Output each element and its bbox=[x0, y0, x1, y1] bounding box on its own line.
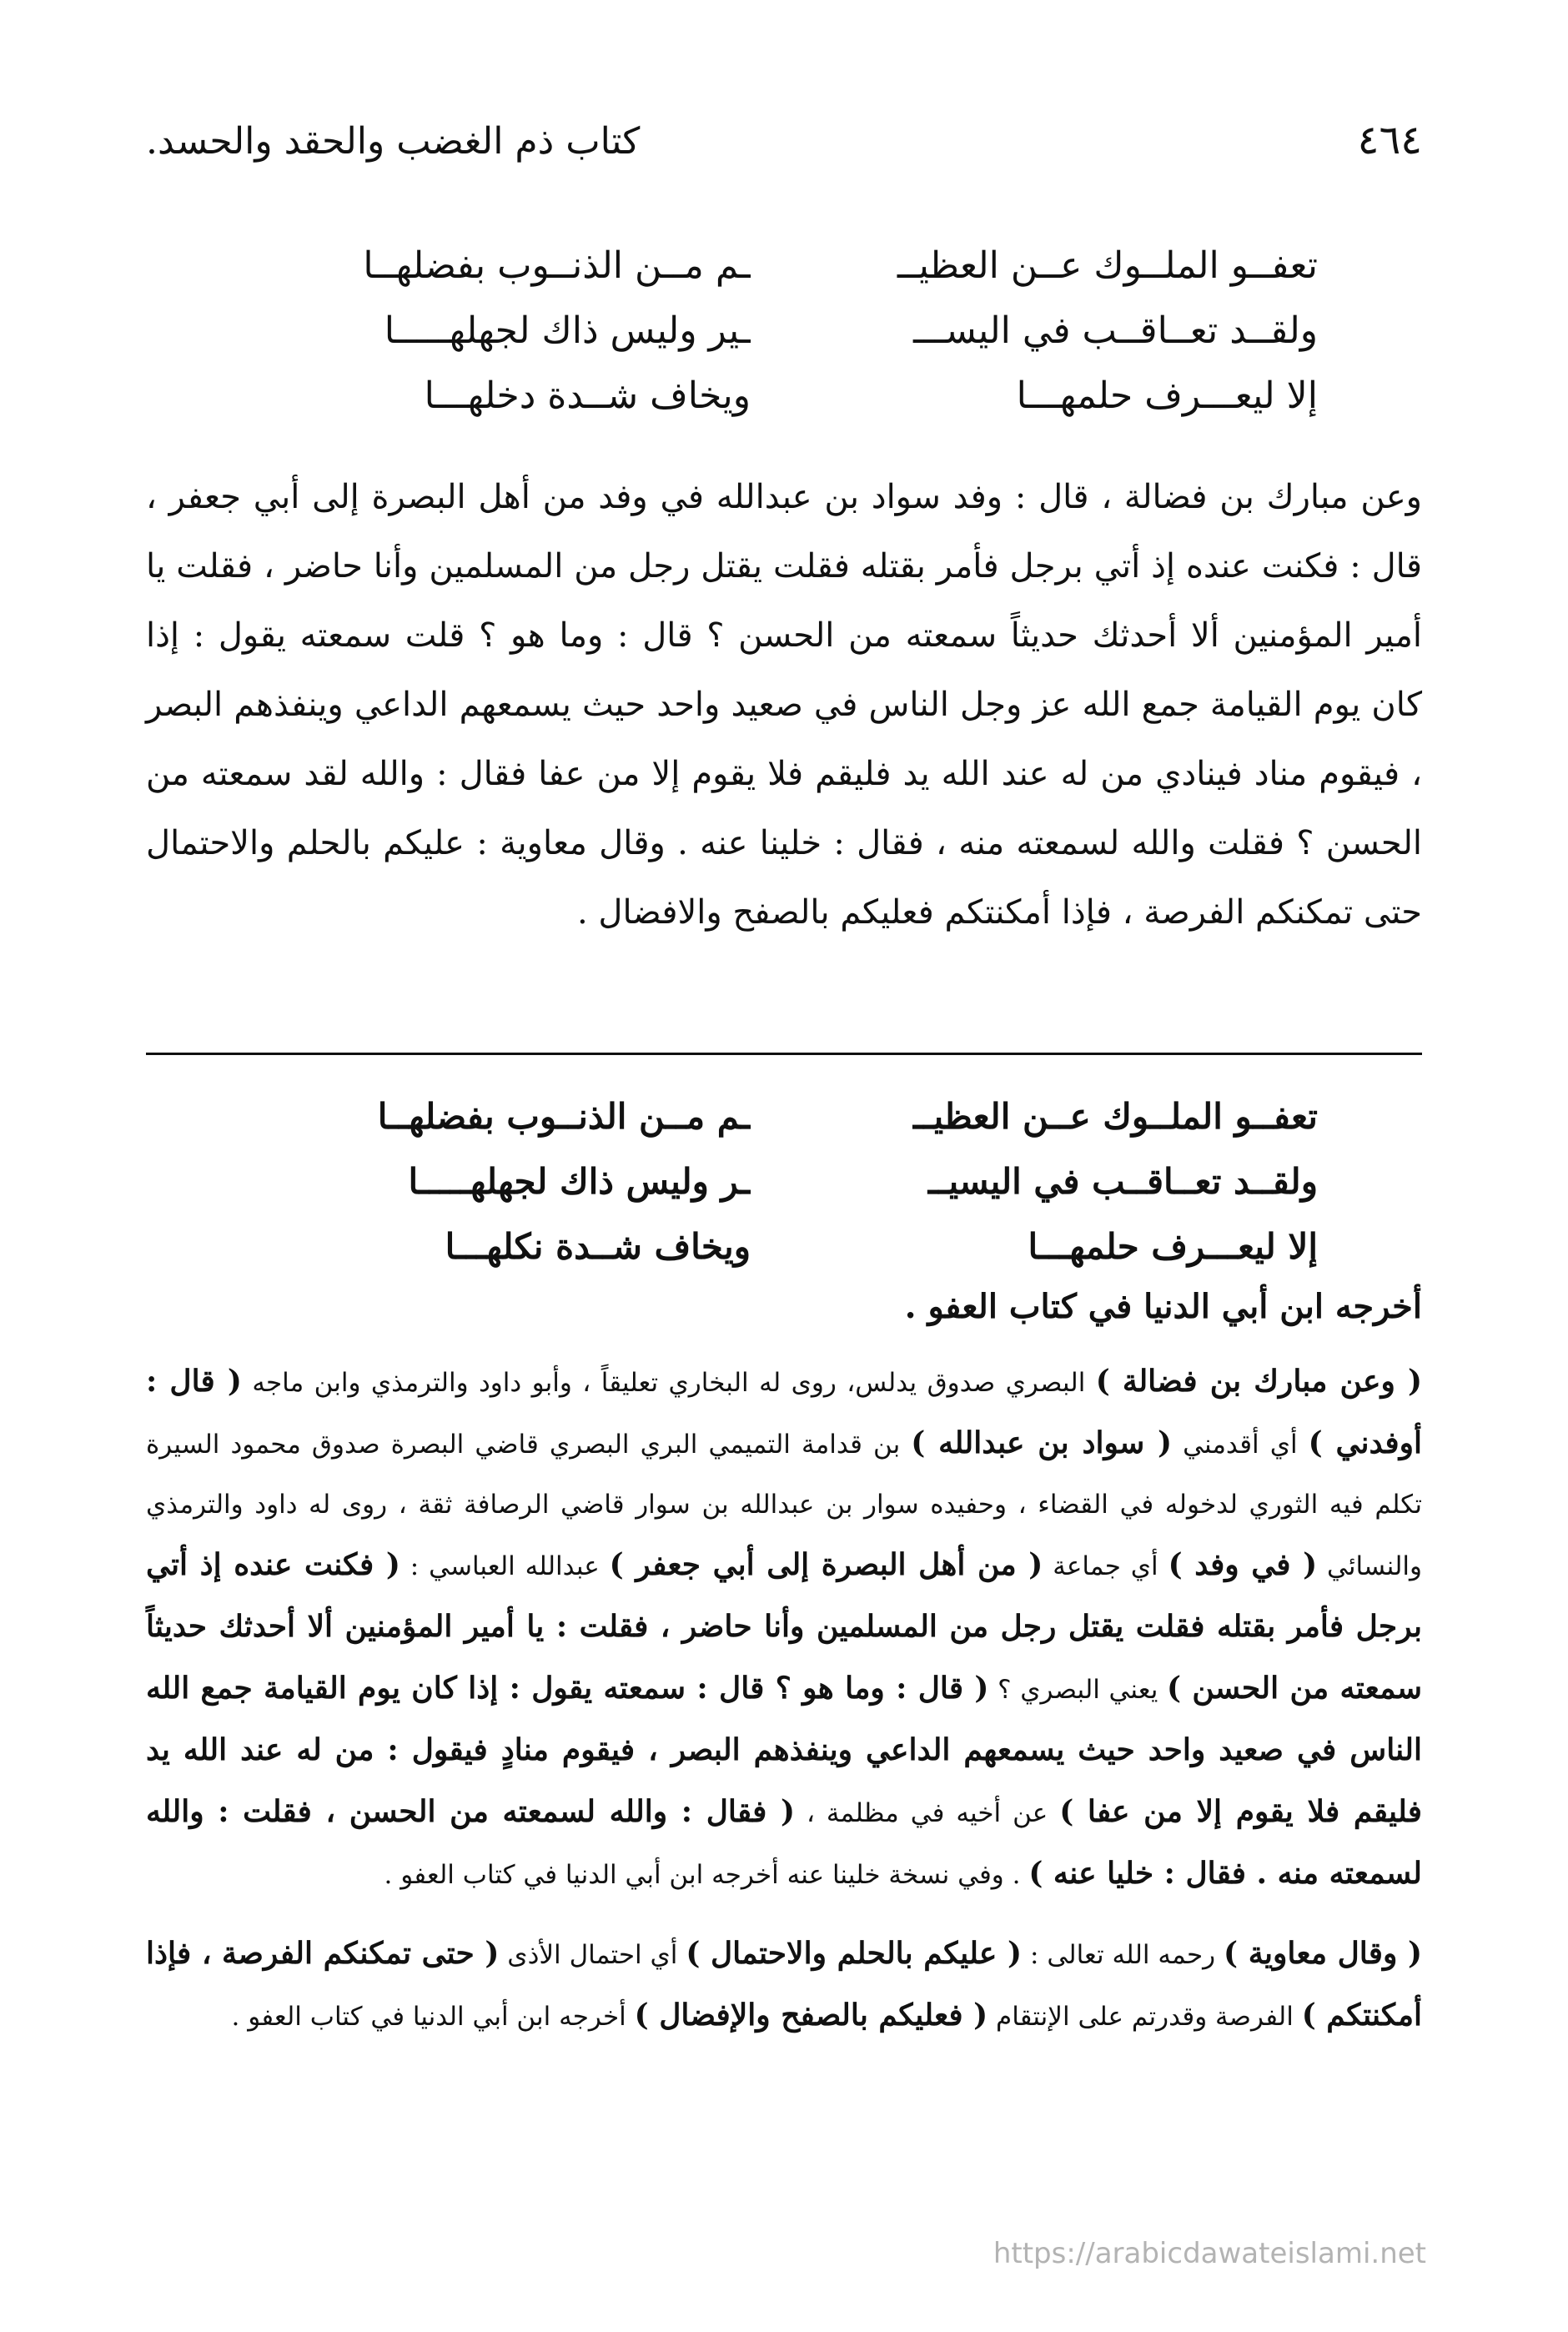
commentary-text: البصري صدوق يدلس، روى له البخاري تعليقاً ، وأبو داود والترمذي وابن ماجه bbox=[241, 1368, 1096, 1398]
verse-second-hemistich: ـم مــن الذنــوب بفضلهــا bbox=[363, 244, 751, 287]
quoted-text: ( حتى تمكنكم الفرصة ، فإذا أمكنتكم ) bbox=[146, 1936, 1422, 2033]
verse-first-hemistich: تعفــو الملــوك عــن العظيــ bbox=[912, 1096, 1318, 1137]
verse-second-hemistich: ـر وليس ذاك لجهلهـــــا bbox=[408, 1161, 751, 1202]
verse-first-hemistich: ولقــد تعــاقــب في اليســـ bbox=[913, 309, 1318, 352]
verse-first-hemistich: إلا ليعـــرف حلمهـــا bbox=[1016, 374, 1318, 417]
commentary-text: الفرصة وقدرتم على الإنتقام bbox=[988, 2002, 1302, 2032]
page-header bbox=[146, 117, 1422, 183]
verse-second-hemistich: ـير وليس ذاك لجهلهـــــا bbox=[384, 309, 751, 352]
verse-line bbox=[250, 1214, 1318, 1279]
commentary-text: أي جماعة bbox=[1043, 1551, 1168, 1581]
verse-line bbox=[250, 234, 1318, 299]
verse-line bbox=[250, 1149, 1318, 1214]
commentary-text: عن أخيه في مظلمة ، bbox=[794, 1798, 1060, 1828]
quoted-text: ( في وفد ) bbox=[1168, 1547, 1318, 1582]
commentary-text: أي أقدمني bbox=[1172, 1430, 1309, 1460]
quoted-text: ( فقال : والله لسمعته من الحسن ، فقلت : والله لسمعته منه . فقال : خليا عنه ) bbox=[146, 1794, 1422, 1891]
commentary-text: أي احتمال الأذى bbox=[499, 1940, 686, 1970]
commentary-paragraph bbox=[146, 1923, 1422, 2047]
section-divider bbox=[146, 1053, 1422, 1055]
commentary-text: بن قدامة التميمي البري البصري قاضي البصرة صدوق محمود السيرة تكلم فيه الثوري لدخوله في القضاء ، وحفيده سوار بن عبدالله بن سوار قاضي الرصافة ثقة ، روى له داود والترمذي والنسائي bbox=[146, 1430, 1423, 1581]
quoted-text: ( فعليكم بالصفح والإفضال ) bbox=[634, 1998, 988, 2033]
watermark-url: https://arabicdawateislami.net bbox=[993, 2237, 1426, 2270]
quoted-text: ( فكنت عنده إذ أتي برجل فأمر بقتله فقلت يقتل رجل من المسلمين وأنا حاضر ، فقلت : يا أمير المؤمنين ألا أحدثك حديثاً سمعته من الحسن ) bbox=[146, 1547, 1422, 1706]
page-number: ٤٦٤ bbox=[1357, 117, 1422, 163]
commentary-text: أخرجه ابن أبي الدنيا في كتاب العفو . bbox=[231, 2002, 635, 2032]
verse-first-hemistich: ولقــد تعــاقــب في اليسيــ bbox=[927, 1161, 1318, 1202]
quoted-text: ( عليكم بالحلم والاحتمال ) bbox=[686, 1936, 1023, 1971]
commentary-text: عبدالله العباسي : bbox=[400, 1551, 610, 1581]
commentary-text: . وفي نسخة خلينا عنه أخرجه ابن أبي الدنيا في كتاب العفو . bbox=[384, 1860, 1029, 1890]
verse-first-hemistich: إلا ليعـــرف حلمهـــا bbox=[1028, 1226, 1318, 1267]
commentary-poem-verses bbox=[250, 1084, 1318, 1279]
verse-line bbox=[250, 1084, 1318, 1149]
verse-line bbox=[250, 299, 1318, 364]
verse-second-hemistich: ويخاف شــدة نكلهـــا bbox=[445, 1226, 751, 1267]
main-paragraph: وعن مبارك بن فضالة ، قال : وفد سواد بن عبدالله في وفد من أهل البصرة إلى أبي جعفر ، قال : فكنت عنده إذ أتي برجل فأمر بقتله فقلت يقتل رجل من المسلمين وأنا حاضر ، فقلت يا أمير المؤمنين ألا أحدثك حديثاً سمعته من الحسن ؟ قال : وما هو ؟ قلت سمعته يقول : إذا كان يوم القيامة جمع الله عز وجل الناس في صعيد واحد حيث يسمعهم الداعي وينفذهم البصر ، فيقوم مناد فينادي من له عند الله يد فليقم فلا يقوم إلا من عفا فقال : والله لقد سمعته من الحسن ؟ فقلت والله لسمعته منه ، فقال : خلينا عنه . وقال معاوية : عليكم بالحلم والاحتمال حتى تمكنكم الفرصة ، فإذا أمكنتكم فعليكم بالصفح والافضال . bbox=[146, 478, 1422, 932]
commentary-text: رحمه الله تعالى : bbox=[1022, 1940, 1224, 1970]
verse-line bbox=[250, 364, 1318, 429]
running-title: كتاب ذم الغضب والحقد والحسد. bbox=[146, 120, 641, 163]
quoted-text: ( قال : أوفدني ) bbox=[146, 1364, 1422, 1460]
verse-second-hemistich: ويخاف شــدة دخلهـــا bbox=[424, 374, 751, 417]
quoted-text: ( سواد بن عبدالله ) bbox=[911, 1425, 1173, 1460]
commentary bbox=[146, 1351, 1422, 2047]
quoted-text: ( قال : وما هو ؟ قال : سمعته يقول : إذا كان يوم القيامة جمع الله الناس في صعيد واحد حيث يسمعهم الداعي وينفذهم البصر ، فيقوم منادٍ فيقول : من له عند الله يد فليقم فلا يقوم إلا من عفا ) bbox=[146, 1671, 1422, 1829]
poem-verses bbox=[250, 234, 1318, 429]
quoted-text: ( من أهل البصرة إلى أبي جعفر ) bbox=[609, 1547, 1043, 1582]
commentary-paragraph bbox=[146, 1351, 1422, 1905]
quoted-text: ( وعن مبارك بن فضالة ) bbox=[1095, 1364, 1422, 1399]
verse-second-hemistich: ـم مــن الذنــوب بفضلهــا bbox=[377, 1096, 751, 1137]
verse-first-hemistich: تعفــو الملــوك عــن العظيــ bbox=[897, 244, 1318, 287]
commentary-text: يعني البصري ؟ bbox=[988, 1675, 1167, 1705]
source-note: أخرجه ابن أبي الدنيا في كتاب العفو . bbox=[904, 1287, 1422, 1326]
quoted-text: ( وقال معاوية ) bbox=[1224, 1936, 1422, 1971]
